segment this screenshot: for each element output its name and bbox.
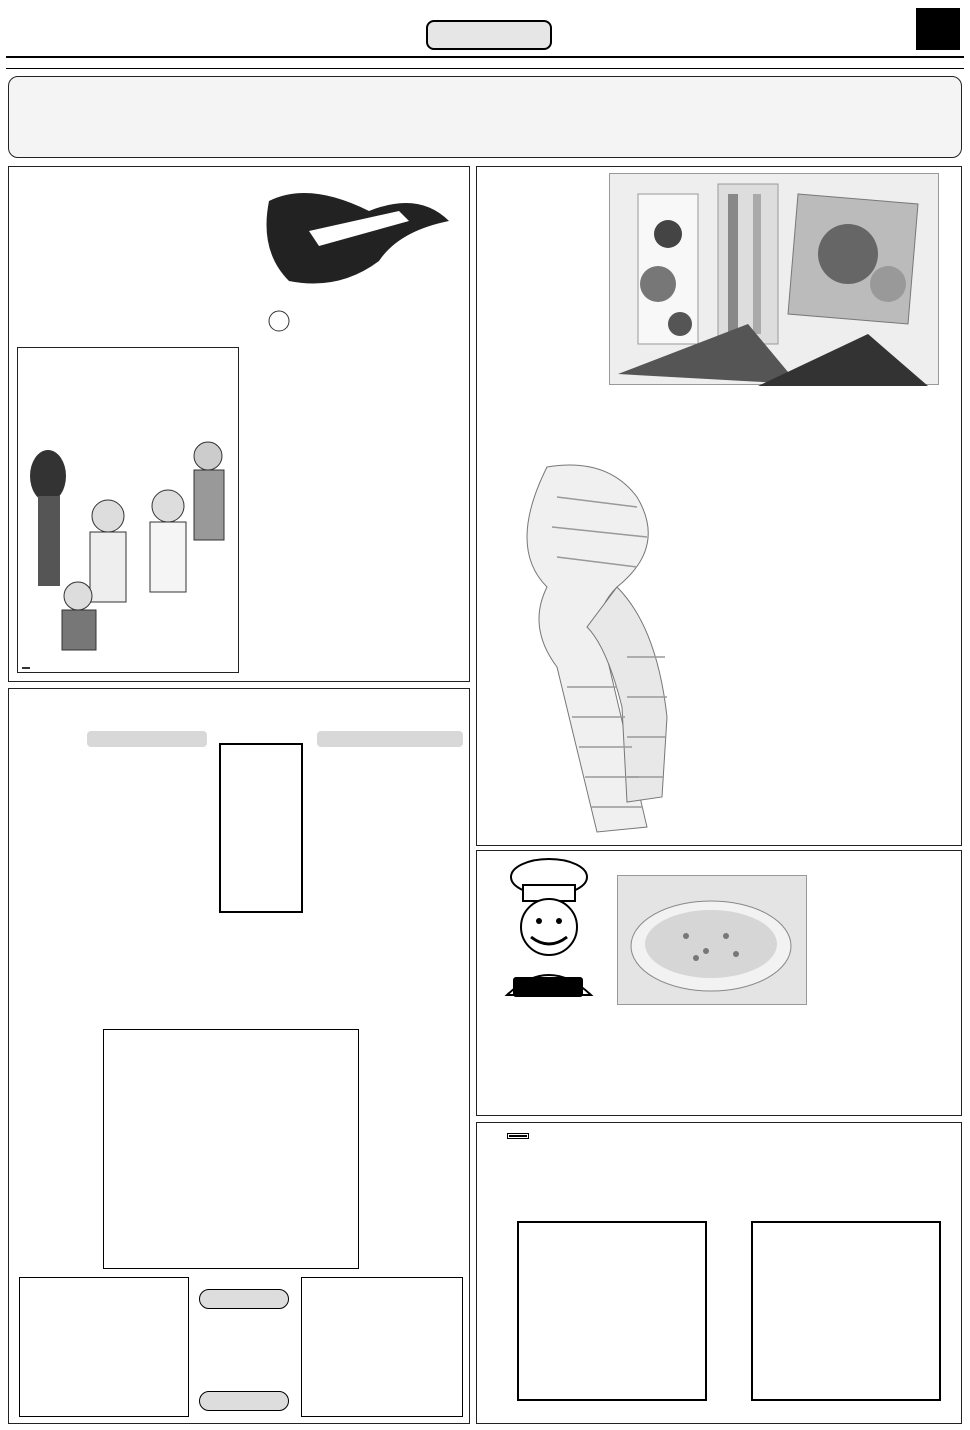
special-horizontal-clues xyxy=(17,743,79,863)
cartoon-credit xyxy=(22,667,30,669)
solution-grid-special xyxy=(19,1277,189,1417)
knotted-scarf-image xyxy=(487,457,677,837)
fact-item xyxy=(413,83,613,153)
recipe-section xyxy=(476,850,962,1116)
fact-item xyxy=(213,83,403,153)
normal-vertical-clues xyxy=(385,1061,463,1251)
cartoon xyxy=(17,347,239,673)
ingredients xyxy=(825,859,955,1019)
puzzle-id-box xyxy=(219,743,303,913)
method-text xyxy=(485,1033,955,1113)
special-horizontal-clues xyxy=(87,763,207,913)
kenken-answer-grid xyxy=(751,1221,941,1401)
kenken-title-en xyxy=(507,1133,529,1139)
kenken-section xyxy=(476,1122,962,1424)
crossword-grid[interactable] xyxy=(103,1029,359,1269)
special-clues-title xyxy=(87,731,207,747)
normal-horizontal-clues xyxy=(393,763,463,1043)
masthead xyxy=(6,8,964,70)
recipe-category-label xyxy=(513,977,583,997)
khabar-logo xyxy=(8,12,108,62)
scarf-article xyxy=(476,166,962,846)
fact-item xyxy=(623,83,823,153)
did-you-know-box xyxy=(8,76,962,158)
fact-item xyxy=(17,83,203,153)
article-column xyxy=(853,451,955,843)
article-column xyxy=(747,451,847,843)
scarves-photo xyxy=(609,173,939,385)
solution-title xyxy=(197,1329,293,1359)
cartoon-drawing xyxy=(18,386,238,656)
calligraphy-art xyxy=(249,171,467,341)
crossword-section xyxy=(8,688,470,1424)
section-badge xyxy=(426,20,552,50)
photo-caption xyxy=(483,217,603,387)
solution-normal-label xyxy=(199,1289,289,1309)
rice-dish-image xyxy=(616,876,806,1006)
normal-horizontal-clues xyxy=(311,743,387,1043)
article-column xyxy=(679,637,739,737)
solution-grid-normal xyxy=(301,1277,463,1417)
solution-special-label xyxy=(199,1391,289,1411)
golestan-banner xyxy=(249,171,467,341)
kenken-puzzle-grid[interactable] xyxy=(517,1221,707,1401)
humor-section xyxy=(8,166,470,682)
special-vertical-clues xyxy=(15,911,95,1211)
page-number xyxy=(916,8,960,50)
cartoon-title xyxy=(18,348,238,354)
scarves-illustration xyxy=(608,174,938,386)
ingredients-text xyxy=(825,859,955,1019)
dish-photo xyxy=(617,875,807,1005)
